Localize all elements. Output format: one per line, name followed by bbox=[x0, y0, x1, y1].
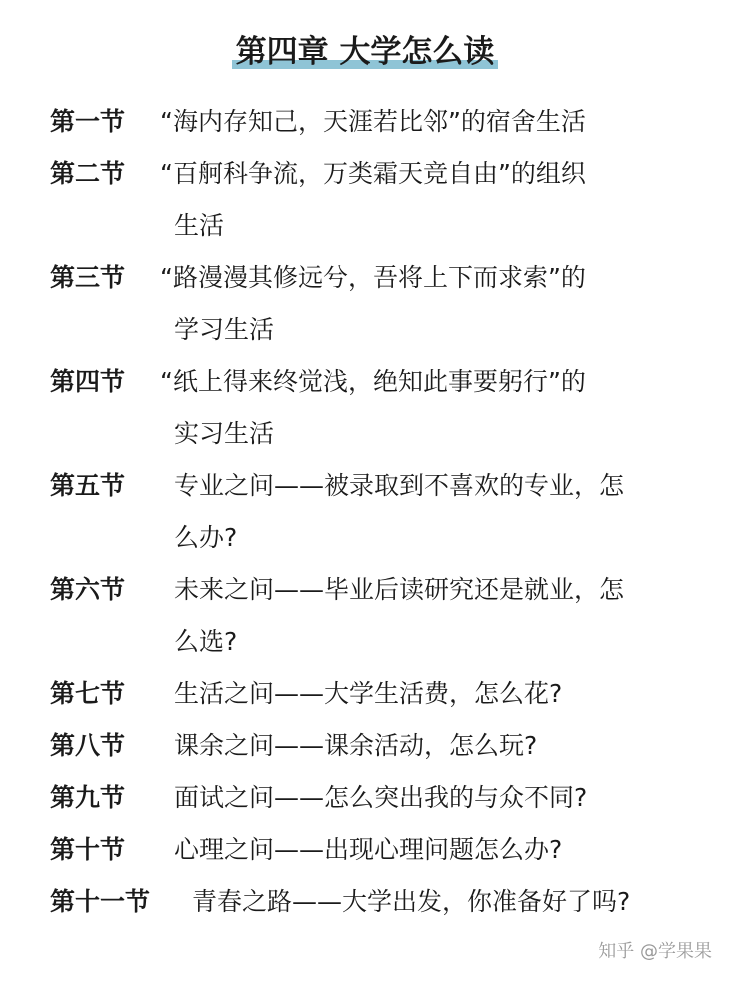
toc-item-section-1 bbox=[50, 96, 720, 148]
toc-item-section-6 bbox=[50, 564, 720, 668]
section-text-line-continued: 实习生活 bbox=[174, 419, 275, 448]
section-text bbox=[174, 564, 720, 668]
section-text-line-continued: 生活 bbox=[174, 211, 225, 240]
section-label: 第六节 bbox=[50, 575, 126, 604]
section-text bbox=[160, 96, 720, 148]
section-label: 第八节 bbox=[50, 731, 126, 760]
toc-item-section-9 bbox=[50, 772, 720, 824]
section-text-line: “路漫漫其修远兮，吾将上下而求索”的 bbox=[160, 263, 586, 292]
section-text bbox=[174, 720, 720, 772]
section-label: 第四节 bbox=[50, 367, 126, 396]
toc-item-section-10 bbox=[50, 824, 720, 876]
section-text bbox=[174, 460, 720, 564]
section-text-line: 生活之问——大学生活费，怎么花? bbox=[174, 679, 563, 708]
section-label: 第三节 bbox=[50, 263, 126, 292]
section-text bbox=[174, 824, 720, 876]
section-text-line: 面试之问——怎么突出我的与众不同? bbox=[174, 783, 588, 812]
watermark: 知乎 @学果果 bbox=[598, 941, 712, 962]
toc-item-section-11 bbox=[50, 876, 720, 928]
section-label: 第五节 bbox=[50, 471, 126, 500]
section-label: 第七节 bbox=[50, 679, 126, 708]
toc-item-section-5 bbox=[50, 460, 720, 564]
toc-item-section-2 bbox=[50, 148, 720, 252]
section-label: 第二节 bbox=[50, 159, 126, 188]
section-text bbox=[160, 356, 720, 460]
section-label: 第一节 bbox=[50, 107, 126, 136]
table-of-contents bbox=[50, 96, 720, 928]
section-text-line: 心理之问——出现心理问题怎么办? bbox=[174, 835, 563, 864]
section-text-line: “海内存知己，天涯若比邻”的宿舍生活 bbox=[160, 107, 586, 136]
section-text-line-continued: 学习生活 bbox=[174, 315, 275, 344]
section-text-line-continued: 么选? bbox=[174, 627, 238, 656]
section-text-line-continued: 么办? bbox=[174, 523, 238, 552]
section-text-line: 专业之问——被录取到不喜欢的专业，怎 bbox=[174, 471, 625, 500]
section-text bbox=[192, 876, 720, 928]
section-text bbox=[160, 148, 720, 252]
section-text-line: 青春之路——大学出发，你准备好了吗? bbox=[192, 887, 631, 916]
section-text bbox=[174, 668, 720, 720]
section-text bbox=[174, 772, 720, 824]
section-text-line: “百舸科争流，万类霜天竞自由”的组织 bbox=[160, 159, 586, 188]
chapter-title bbox=[0, 26, 730, 71]
toc-item-section-8 bbox=[50, 720, 720, 772]
section-label: 第九节 bbox=[50, 783, 126, 812]
toc-item-section-4 bbox=[50, 356, 720, 460]
section-text bbox=[160, 252, 720, 356]
section-label: 第十节 bbox=[50, 835, 126, 864]
section-label: 第十一节 bbox=[50, 887, 151, 916]
section-text-line: 课余之问——课余活动，怎么玩? bbox=[174, 731, 538, 760]
section-text-line: “纸上得来终觉浅，绝知此事要躬行”的 bbox=[160, 367, 586, 396]
toc-item-section-7 bbox=[50, 668, 720, 720]
chapter-title-text: 第四章 大学怎么读 bbox=[232, 26, 499, 71]
section-text-line: 未来之问——毕业后读研究还是就业，怎 bbox=[174, 575, 625, 604]
toc-item-section-3 bbox=[50, 252, 720, 356]
